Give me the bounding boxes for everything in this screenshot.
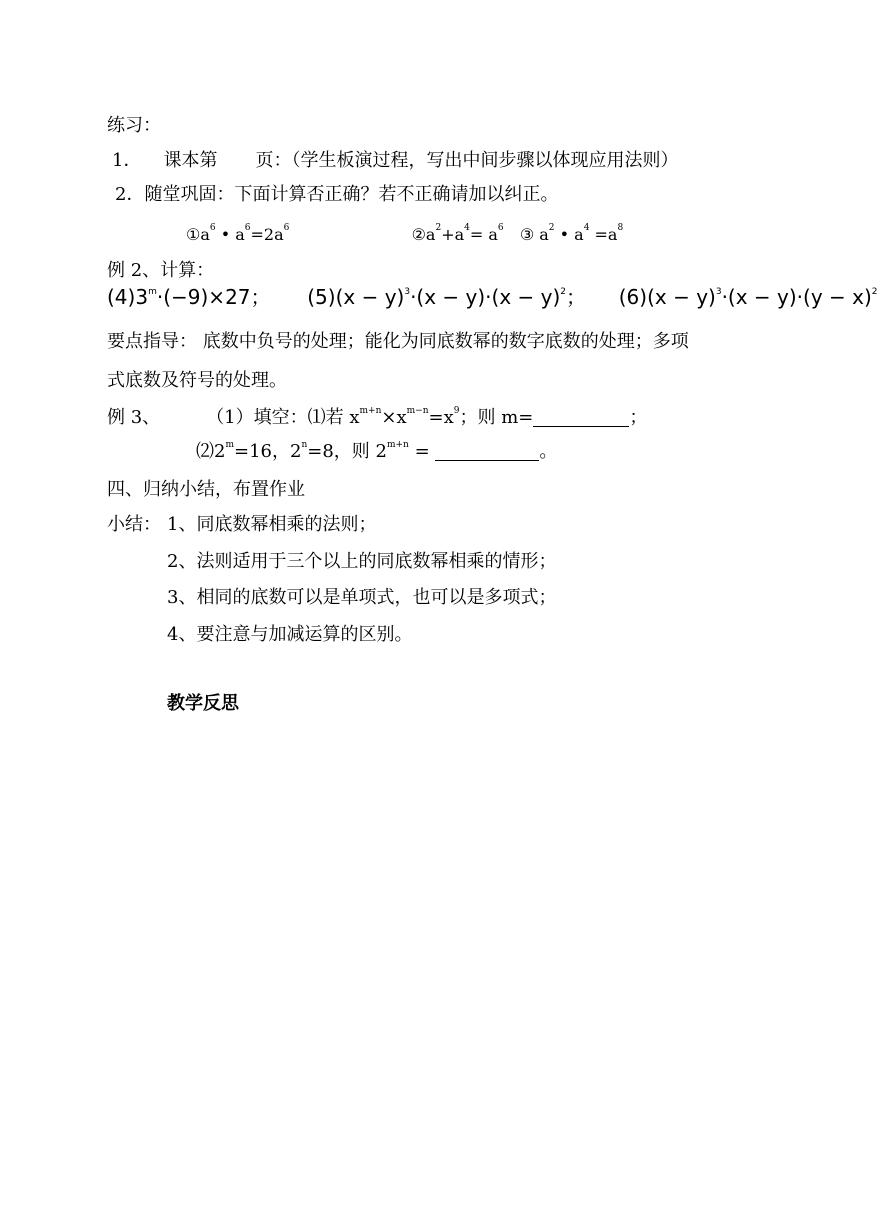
check-3: ③ $a^2$ • $a^4 =a^8$	[519, 223, 624, 244]
item-1-suffix: 页：（学生板演过程，写出中间步骤以体现应用法则）	[255, 150, 679, 171]
example-3: 例 3、 （1）填空：⑴若 $x^{m+n}\times x^{m-n}=x^9$；则 m= ；	[107, 406, 648, 428]
check-1: $①a^6$ • $a^6=2a^6$	[186, 223, 290, 244]
item-1	[112, 149, 678, 173]
summary-item: 1、同底数幂相乘的法则；	[167, 514, 377, 535]
item-1-number: 1．	[112, 150, 142, 171]
example-2-title: 例 2、计算：	[107, 260, 215, 281]
formula-5: $(5)(x - y)^3\cdot(x - y)\cdot(x - y)^2$；	[307, 285, 587, 309]
item-1-prefix: 课本第	[163, 150, 218, 171]
answer-blank-m[interactable]	[533, 408, 629, 427]
keypoints-line-2: 式底数及符号的处理。	[107, 370, 287, 391]
summary-item: 3、相同的底数可以是单项式，也可以是多项式；	[167, 587, 557, 608]
example-2-formulas	[107, 285, 878, 309]
reflection-heading: 教学反思	[167, 693, 239, 714]
answer-blank-power[interactable]	[435, 442, 539, 461]
section-4-heading: 四、归纳小结，布置作业	[107, 479, 305, 500]
practice-heading: 练习：	[107, 115, 161, 136]
example-3-part-2: $⑵2^m=16$，$2^n=8$，则 $2^{m+n}$ = 。	[196, 440, 558, 462]
summary-item: 2、法则适用于三个以上的同底数幂相乘的情形；	[167, 551, 557, 572]
formula-6: $(6)(x - y)^3\cdot(x - y)\cdot(y - x)^2$	[618, 285, 878, 309]
formula-4: $(4)3^m\cdot(-9)\times 27$；	[107, 285, 271, 309]
checks-row	[186, 223, 623, 247]
summary-label: 小结：	[107, 514, 161, 535]
example-3-label: 例 3、	[107, 407, 161, 428]
keypoints-line-1: 要点指导： 底数中负号的处理；能化为同底数幂的数字底数的处理；多项	[107, 331, 689, 352]
summary-item: 4、要注意与加减运算的区别。	[167, 624, 413, 645]
item-2: 2．随堂巩固：下面计算否正确？若不正确请加以纠正。	[115, 184, 559, 205]
check-2: $②a^2+a^4= a^6$	[411, 223, 504, 244]
